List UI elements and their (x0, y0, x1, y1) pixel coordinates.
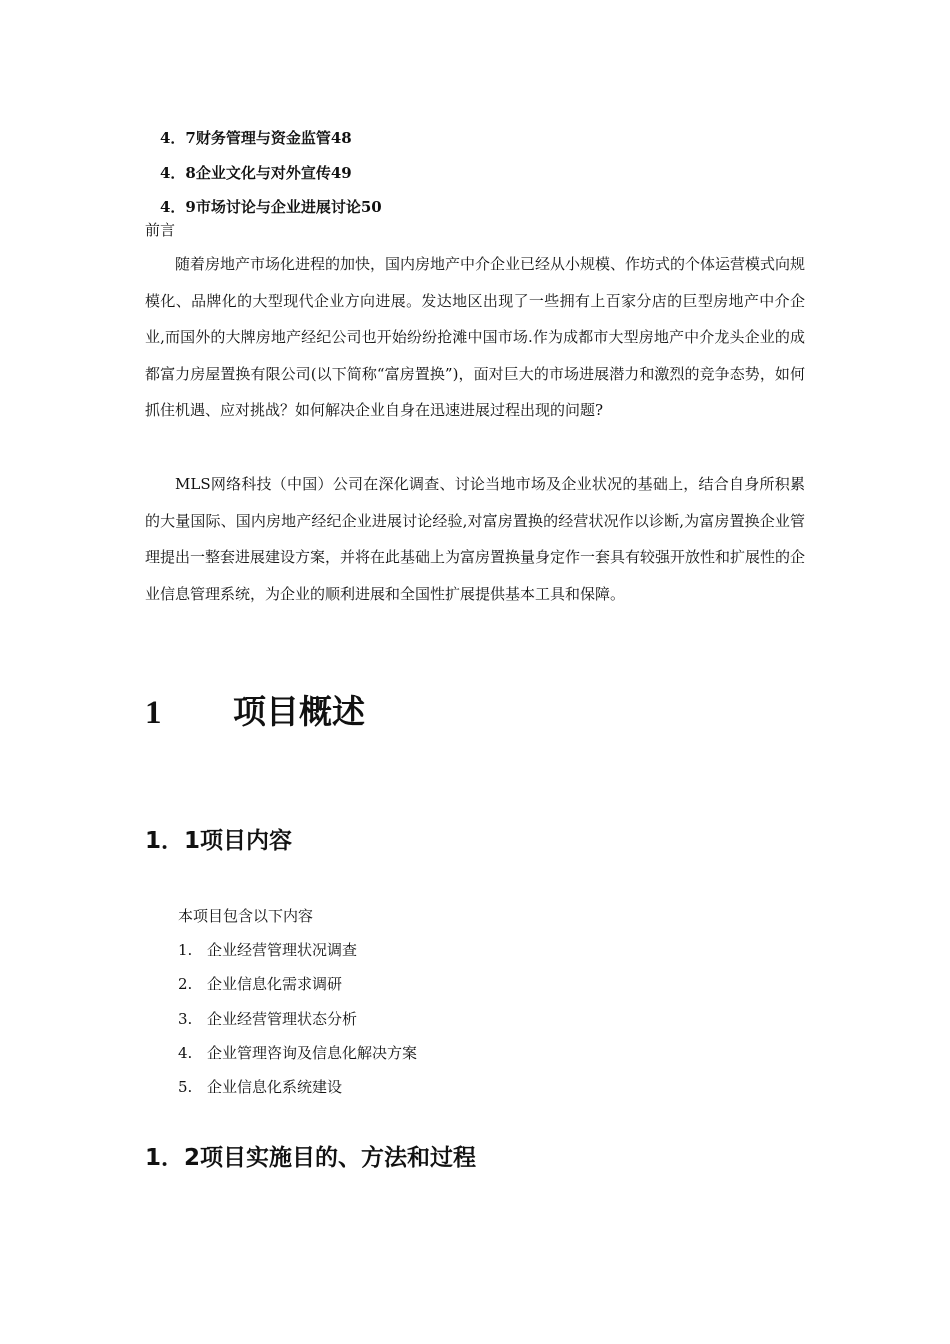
list-marker: 3. (178, 1010, 193, 1028)
section-heading (145, 686, 365, 733)
list-item (178, 1008, 357, 1029)
list-marker: 1. (178, 941, 193, 959)
list-item (178, 973, 342, 994)
subsection-heading: 1．2项目实施目的、方法和过程 (145, 1145, 477, 1171)
list-marker: 5. (178, 1078, 193, 1096)
preface-title: 前言 (145, 221, 176, 239)
list-item (178, 1076, 342, 1097)
section-title: 项目概述 (233, 692, 365, 731)
toc-item[interactable]: 4．8企业文化与对外宣传49 (160, 164, 352, 182)
list-item-text: 企业经营管理状态分析 (207, 1010, 358, 1028)
list-item-text: 企业管理咨询及信息化解决方案 (207, 1044, 418, 1062)
toc-item[interactable]: 4．9市场讨论与企业进展讨论50 (160, 198, 382, 216)
preface-paragraph: 随着房地产市场化进程的加快，国内房地产中介企业已经从小规模、作坊式的个体运营模式向规模化、品牌化的大型现代企业方向进展。发达地区出现了一些拥有上百家分店的巨型房地产中介企业,而国外的大牌房地产经纪公司也开始纷纷抢滩中国市场.作为成都市大型房地产中介龙头企业的成都富力房屋置换有限公司(以下简称“富房置换”)，面对巨大的市场进展潜力和激烈的竞争态势，如何抓住机遇、应对挑战？如何解决企业自身在迅速进展过程出现的问题? (145, 255, 806, 420)
toc-item[interactable]: 4．7财务管理与资金监管48 (160, 129, 352, 147)
list-marker: 4. (178, 1044, 193, 1062)
list-item-text: 企业信息化需求调研 (207, 975, 343, 993)
list-intro: 本项目包含以下内容 (178, 907, 314, 925)
list-marker: 2. (178, 975, 193, 993)
list-item (178, 939, 357, 960)
list-item-text: 企业信息化系统建设 (207, 1078, 343, 1096)
list-item (178, 1042, 417, 1063)
list-item-text: 企业经营管理状况调查 (207, 941, 358, 959)
section-number: 1 (145, 695, 162, 731)
preface-paragraph: MLS网络科技（中国）公司在深化调查、讨论当地市场及企业状况的基础上，结合自身所积累的大量国际、国内房地产经纪企业进展讨论经验,对富房置换的经营状况作以诊断,为富房置换企业管理提出一整套进展建设方案，并将在此基础上为富房置换量身定作一套具有较强开放性和扩展性的企业信息管理系统，为企业的顺利进展和全国性扩展提供基本工具和保障。 (145, 475, 806, 603)
subsection-heading: 1．1项目内容 (145, 828, 293, 854)
